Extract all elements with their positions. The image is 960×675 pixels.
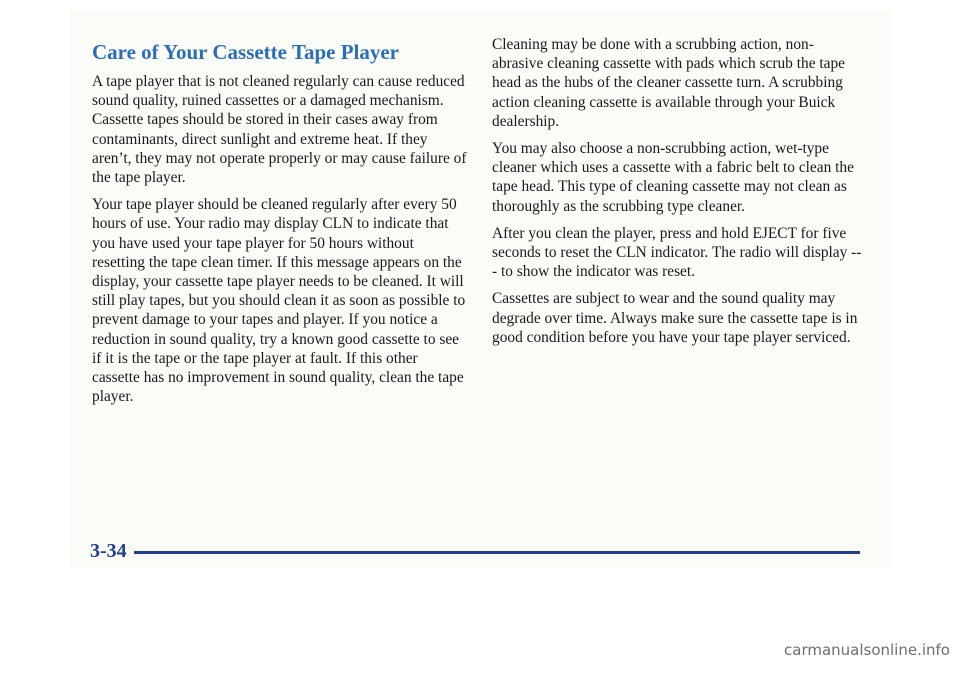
paragraph-cassette-wear: Cassettes are subject to wear and the sound quality may degrade over time. Always make sure the cassette tape is in good condition before you have your tape player serviced. <box>492 290 858 346</box>
paragraph-care-intro: A tape player that is not cleaned regularly can cause reduced sound quality, ruined cassettes or a damaged mechanism. Cassette tapes should be stored in their cases away from contaminants, direct sunlight and extreme heat. If they aren’t, they may not operate properly or may cause failure of the tape player. <box>92 73 467 187</box>
paragraph-cleaning-schedule: Your tape player should be cleaned regularly after every 50 hours of use. Your radio may display CLN to indicate that you have used your tape player for 50 hours without resetting the tape clean timer. If this message appears on the display, your cassette tape player needs to be cleaned. It will still play tapes, but you should clean it as soon as possible to prevent damage to your tapes and player. If you notice a reduction in sound quality, try a known good cassette to see if it is the tape or the tape player at fault. If this other cassette has no improvement in sound quality, clean the tape player. <box>92 196 466 406</box>
paragraph-reset-cln: After you clean the player, press and hold EJECT for five seconds to reset the CLN indicator. The radio will display --- to show the indicator was reset. <box>492 224 862 281</box>
page-footer <box>90 538 860 564</box>
paragraph-wet-type-cleaner: You may also choose a non-scrubbing action, wet-type cleaner which uses a cassette with a fabric belt to clean the tape head. This type of cleaning cassette may not clean as thoroughly as the scrubbing type cleaner. <box>492 140 854 215</box>
right-column <box>492 35 862 355</box>
page-number: 3-34 <box>90 540 127 562</box>
section-heading: Care of Your Cassette Tape Player <box>92 40 399 64</box>
paragraph-scrubbing-cassette: Cleaning may be done with a scrubbing action, non-abrasive cleaning cassette with pads which scrub the tape head as the hubs of the cleaner cassette turn. A scrubbing action cleaning cassette is available through your Buick dealership. <box>492 36 846 130</box>
watermark-text: carmanualsonline.info <box>784 641 950 659</box>
left-column <box>92 40 467 414</box>
footer-rule <box>134 551 860 554</box>
